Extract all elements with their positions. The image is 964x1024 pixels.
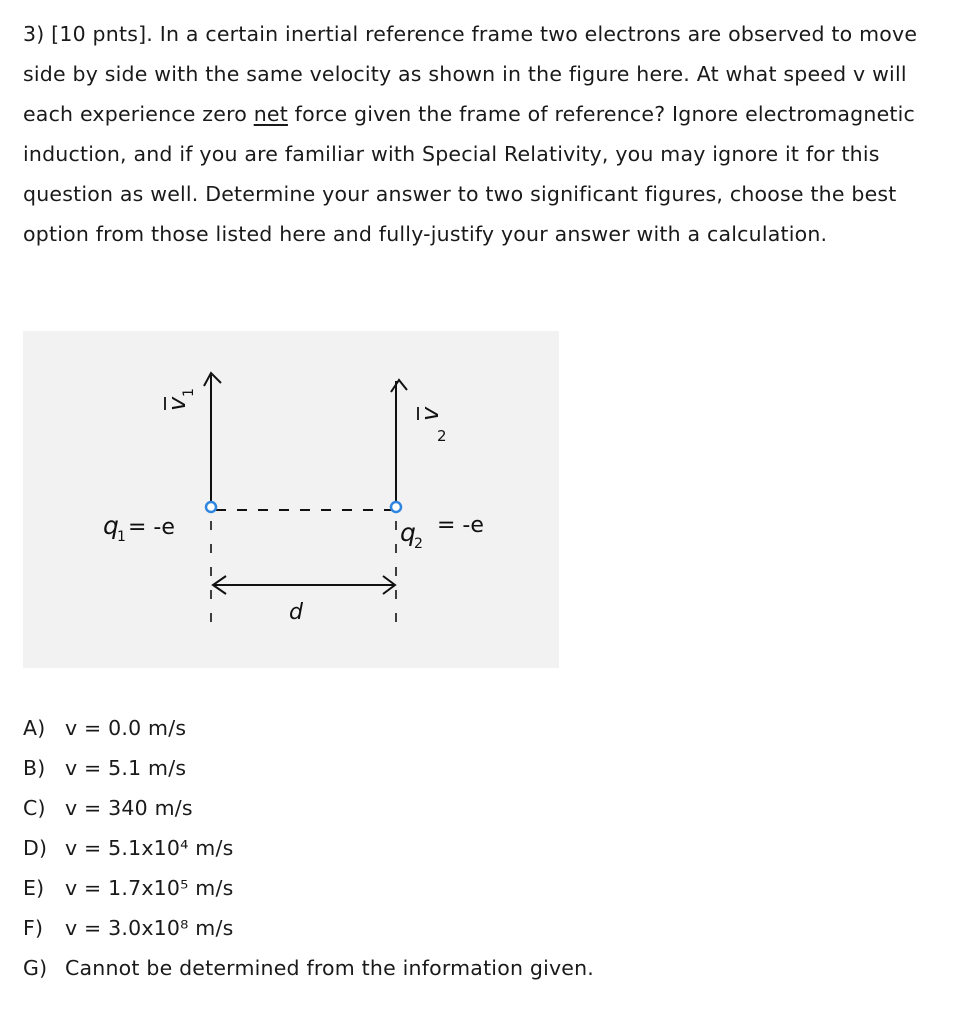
option-b[interactable] (23, 748, 594, 788)
option-text: v = 1.7x10⁵ m/s (65, 876, 234, 900)
question-part-1: 3) [10 pnts]. In a certain inertial reference frame two electrons are observed to move side by side with the same velocity as shown in the figure here. At what speed v will each experience zero (23, 22, 918, 126)
option-text: v = 340 m/s (65, 796, 193, 820)
option-text: Cannot be determined from the information given. (65, 956, 595, 980)
option-letter: F) (23, 916, 44, 940)
electron-2 (391, 502, 401, 512)
option-letter: E) (23, 876, 45, 900)
v1-subscript: 1 (181, 388, 197, 397)
velocity-arrowhead-2 (391, 380, 407, 392)
option-text: v = 5.1 m/s (65, 756, 187, 780)
option-text: v = 3.0x10⁸ m/s (65, 916, 234, 940)
option-letter: A) (23, 716, 46, 740)
v2-subscript: 2 (437, 427, 447, 445)
figure-drawing (23, 331, 559, 668)
option-g[interactable] (23, 948, 594, 988)
electron-figure (23, 331, 559, 668)
question-emphasis-net: net (253, 102, 288, 126)
q2-value: = -e (437, 513, 484, 538)
question-text (23, 14, 923, 254)
v1-symbol: v (163, 396, 191, 411)
option-c[interactable] (23, 788, 594, 828)
option-text: v = 0.0 m/s (65, 716, 187, 740)
option-letter: B) (23, 756, 46, 780)
option-letter: C) (23, 796, 46, 820)
velocity-arrowhead-1 (204, 373, 221, 386)
option-f[interactable] (23, 908, 594, 948)
answer-options (23, 708, 594, 988)
option-text: v = 5.1x10⁴ m/s (65, 836, 234, 860)
v2-symbol: v (416, 406, 444, 421)
option-e[interactable] (23, 868, 594, 908)
option-letter: D) (23, 836, 48, 860)
velocity-label-1 (163, 388, 197, 411)
option-letter: G) (23, 956, 48, 980)
q1-symbol: q (103, 511, 119, 540)
velocity-label-2 (416, 406, 444, 421)
q2-subscript: 2 (414, 536, 423, 552)
question-part-2: force given the frame of reference? Ignore electromagnetic induction, and if you are familiar with Special Relativity, you may ignore it for this question as well. Determine your answer to two significant figures, choose the best option from those listed here and fully-justify your answer with a calculation. (23, 102, 915, 246)
q2-symbol: q (400, 518, 416, 547)
distance-label: d (289, 600, 303, 625)
option-d[interactable] (23, 828, 594, 868)
q1-value: = -e (128, 515, 175, 540)
electron-1 (206, 502, 216, 512)
q1-subscript: 1 (117, 529, 126, 545)
option-a[interactable] (23, 708, 594, 748)
